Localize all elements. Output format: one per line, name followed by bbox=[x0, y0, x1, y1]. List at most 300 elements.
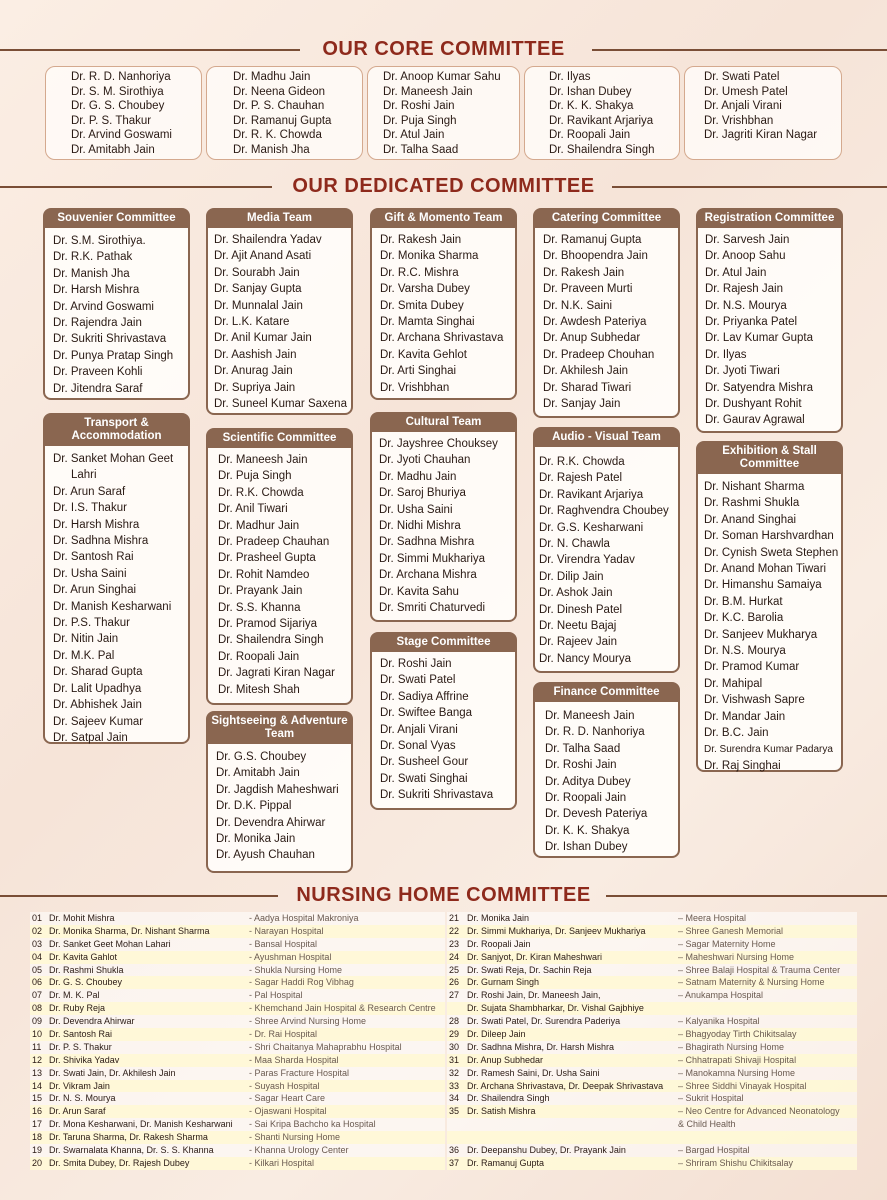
core-member: Dr. S. M. Sirothiya bbox=[71, 85, 164, 98]
member: Dr. Madhu Jain bbox=[379, 470, 457, 483]
member: Dr. Ashok Jain bbox=[539, 587, 613, 600]
member: Dr. Ramanuj Gupta bbox=[543, 234, 642, 246]
row-number: 24 bbox=[449, 951, 460, 962]
core-member: Dr. G. S. Choubey bbox=[71, 100, 165, 113]
hospital-name: – Bargad Hospital bbox=[678, 1145, 750, 1156]
row-number: 23 bbox=[449, 938, 460, 949]
card-title: Scientific Committee bbox=[207, 429, 352, 448]
doctor-names: Dr. Ramanuj Gupta bbox=[467, 1157, 545, 1168]
member: Dr. Sourabh Jain bbox=[214, 266, 300, 279]
member: Dr. Ilyas bbox=[705, 348, 747, 361]
member: Dr. Talha Saad bbox=[545, 742, 621, 755]
member: Dr. Roopali Jain bbox=[218, 650, 300, 663]
nursing-row bbox=[30, 925, 445, 938]
doctor-names: Dr. Swati Patel, Dr. Surendra Paderiya bbox=[467, 1016, 621, 1027]
member: Dr. Lalit Upadhya bbox=[53, 682, 142, 695]
member: Dr. Rajendra Jain bbox=[53, 317, 142, 330]
doctor-names: Dr. Sujata Shambharkar, Dr. Vishal Gajbhiye bbox=[467, 1003, 644, 1014]
row-number: 32 bbox=[449, 1067, 460, 1078]
dedicated-committee-title: OUR DEDICATED COMMITTEE bbox=[292, 175, 595, 197]
member: Dr. Sharad Gupta bbox=[53, 666, 143, 679]
nursing-row bbox=[30, 989, 445, 1002]
card-title: Exhibition & Stall Committee bbox=[697, 442, 842, 474]
member: Dr. Manish Kesharwani bbox=[53, 600, 172, 613]
nursing-row bbox=[30, 1028, 445, 1041]
member: Dr. Satpal Jain bbox=[53, 731, 128, 744]
nursing-row bbox=[447, 1080, 857, 1093]
core-member: Dr. Madhu Jain bbox=[233, 71, 311, 83]
nursing-committee-heading bbox=[0, 880, 887, 910]
nursing-row bbox=[447, 1002, 857, 1015]
member: Dr. Sonal Vyas bbox=[380, 740, 456, 753]
member: Dr. Maneesh Jain bbox=[218, 454, 308, 466]
hospital-name: – Anukampa Hospital bbox=[678, 990, 764, 1001]
hospital-name: - Suyash Hospital bbox=[249, 1080, 320, 1091]
member: Dr. Prayank Jain bbox=[218, 585, 303, 598]
doctor-names: Dr. N. S. Mourya bbox=[49, 1093, 116, 1104]
card-title: Finance Committee bbox=[534, 683, 679, 702]
member: Dr. Varsha Dubey bbox=[380, 283, 470, 296]
member: Dr. Surendra Kumar Padarya bbox=[704, 743, 833, 755]
hospital-name: - Ojaswani Hospital bbox=[249, 1106, 327, 1117]
member: Dr. Monika Jain bbox=[216, 833, 296, 846]
member: Dr. Mamta Singhai bbox=[380, 316, 475, 329]
member: Dr. Roshi Jain bbox=[545, 759, 617, 772]
member: Dr. Neetu Bajaj bbox=[539, 620, 617, 633]
member: Dr. Suneel Kumar Saxena bbox=[214, 398, 347, 411]
member: Dr. Smriti Chaturvedi bbox=[379, 602, 486, 615]
cultural-team-card bbox=[370, 412, 517, 622]
member: Dr. Madhur Jain bbox=[218, 519, 300, 532]
member: Dr. Satyendra Mishra bbox=[705, 381, 814, 394]
member: Dr. Rashmi Shukla bbox=[704, 497, 800, 510]
member: Dr. Jagrati Kiran Nagar bbox=[218, 667, 335, 680]
member: Dr. Virendra Yadav bbox=[539, 554, 635, 567]
row-number: 06 bbox=[32, 977, 43, 988]
member: Dr. Anoop Sahu bbox=[705, 250, 786, 263]
member: Dr. Prasheel Gupta bbox=[218, 552, 316, 565]
member: Dr. Archana Shrivastava bbox=[380, 332, 504, 345]
member: Dr. Aashish Jain bbox=[214, 348, 297, 361]
row-number: 35 bbox=[449, 1106, 460, 1117]
card-title: Catering Committee bbox=[534, 209, 679, 228]
member: Dr. Nancy Mourya bbox=[539, 652, 632, 665]
core-column-3 bbox=[367, 66, 520, 160]
nursing-row bbox=[447, 1054, 857, 1067]
doctor-names: Dr. Ramesh Saini, Dr. Usha Saini bbox=[467, 1067, 600, 1078]
member: Dr. Rakesh Jain bbox=[380, 234, 462, 246]
core-column-1 bbox=[45, 66, 202, 160]
nursing-row bbox=[30, 964, 445, 977]
member: Dr. Arun Saraf bbox=[53, 485, 126, 498]
member: Dr. Nitin Jain bbox=[53, 633, 119, 646]
member: Dr. Himanshu Samaiya bbox=[704, 579, 822, 592]
transport-accommodation-card bbox=[43, 413, 190, 744]
member: Lahri bbox=[71, 469, 97, 482]
scientific-committee-card bbox=[206, 428, 353, 705]
hospital-name: – Maheshwari Nursing Home bbox=[678, 951, 795, 962]
row-number: 33 bbox=[449, 1080, 460, 1091]
nursing-list-left bbox=[30, 912, 445, 1170]
doctor-names: Dr. G. S. Choubey bbox=[49, 977, 123, 988]
doctor-names: Dr. Shivika Yadav bbox=[49, 1054, 120, 1065]
member: Dr. Awdesh Pateriya bbox=[543, 316, 647, 329]
card-title: Souvenier Committee bbox=[44, 209, 189, 228]
core-member: Dr. Roopali Jain bbox=[549, 129, 631, 142]
row-number: 36 bbox=[449, 1145, 460, 1156]
row-number: 02 bbox=[32, 925, 43, 936]
member: Dr. Anup Subhedar bbox=[543, 332, 641, 345]
member: Dr. Swiftee Banga bbox=[380, 707, 473, 720]
member: Dr. Mahipal bbox=[704, 677, 763, 690]
core-member: Dr. P. S. Chauhan bbox=[233, 100, 325, 113]
audio-visual-card bbox=[533, 427, 680, 673]
hospital-name: - Sagar Heart Care bbox=[249, 1093, 326, 1104]
doctor-names: Dr. Shailendra Singh bbox=[467, 1093, 550, 1104]
member: Dr. Swati Singhai bbox=[380, 772, 468, 785]
member: Dr. Pramod Sijariya bbox=[218, 618, 318, 631]
nursing-row bbox=[30, 1002, 445, 1015]
member: Dr. Shailendra Yadav bbox=[214, 234, 322, 246]
member: Dr. Anjali Virani bbox=[380, 723, 458, 736]
member: Dr. Praveen Kohli bbox=[53, 366, 143, 379]
member: Dr. Shailendra Singh bbox=[218, 634, 324, 647]
hospital-name: – Shree Ganesh Memorial bbox=[678, 925, 784, 936]
row-number: 26 bbox=[449, 977, 460, 988]
member: Dr. Praveen Murti bbox=[543, 283, 633, 296]
core-member: Dr. Vrishbhan bbox=[704, 114, 774, 127]
hospital-name: - Shri Chaitanya Mahaprabhu Hospital bbox=[249, 1041, 402, 1052]
member: Dr. Roopali Jain bbox=[545, 792, 627, 805]
doctor-names: Dr. Vikram Jain bbox=[49, 1080, 110, 1091]
member: Dr. Jayshree Chouksey bbox=[379, 438, 498, 450]
hospital-name: – Bhagyoday Tirth Chikitsalay bbox=[678, 1029, 797, 1040]
member: Dr. G.S. Choubey bbox=[216, 751, 307, 763]
member: Dr. K.C. Barolia bbox=[704, 612, 784, 625]
core-committee-title: OUR CORE COMMITTEE bbox=[322, 38, 565, 60]
nursing-row bbox=[30, 1118, 445, 1131]
hospital-name: - Ayushman Hospital bbox=[249, 951, 332, 962]
doctor-names: Dr. Mona Kesharwani, Dr. Manish Kesharwani bbox=[49, 1119, 233, 1130]
nursing-row bbox=[447, 964, 857, 977]
row-number: 19 bbox=[32, 1145, 43, 1156]
hospital-name: & Child Health bbox=[678, 1119, 736, 1130]
member: Dr. Gaurav Agrawal bbox=[705, 414, 805, 427]
nursing-row bbox=[30, 1067, 445, 1080]
member: Dr. Saroj Bhuriya bbox=[379, 487, 466, 500]
member: Dr. Anil Kumar Jain bbox=[214, 332, 312, 345]
hospital-name: – Sukrit Hospital bbox=[678, 1093, 744, 1104]
row-number: 28 bbox=[449, 1016, 460, 1027]
hospital-name: - Sagar Haddi Rog Vibhag bbox=[249, 977, 354, 988]
hospital-name: - Shukla Nursing Home bbox=[249, 964, 343, 975]
member: Dr. Harsh Mishra bbox=[53, 284, 140, 297]
member: Dr. M.K. Pal bbox=[53, 649, 115, 662]
member: Dr. R. D. Nanhoriya bbox=[545, 726, 645, 739]
member: Dr. Priyanka Patel bbox=[705, 316, 798, 329]
member: Dr. Sadiya Affrine bbox=[380, 690, 469, 703]
row-number: 09 bbox=[32, 1016, 43, 1027]
row-number: 30 bbox=[449, 1041, 460, 1052]
registration-committee-card bbox=[696, 208, 843, 433]
member: Dr. Akhilesh Jain bbox=[543, 365, 629, 378]
member: Dr. Anil Tiwari bbox=[218, 503, 288, 516]
member: Dr. B.M. Hurkat bbox=[704, 595, 783, 608]
member: Dr. Anand Singhai bbox=[704, 513, 797, 526]
member: Dr. Atul Jain bbox=[705, 266, 767, 279]
core-member: Dr. Atul Jain bbox=[383, 129, 445, 142]
doctor-names: Dr. Roopali Jain bbox=[467, 938, 531, 949]
nursing-row bbox=[447, 1028, 857, 1041]
member: Dr. Nishant Sharma bbox=[704, 481, 805, 493]
doctor-names: Dr. Deepanshu Dubey, Dr. Prayank Jain bbox=[467, 1145, 626, 1156]
member: Dr. Ravikant Arjariya bbox=[539, 488, 644, 501]
card-title: Registration Committee bbox=[697, 209, 842, 228]
card-title: Audio - Visual Team bbox=[534, 428, 679, 447]
nursing-row bbox=[447, 925, 857, 938]
member: Dr. Rohit Namdeo bbox=[218, 568, 310, 581]
doctor-names: Dr. M. K. Pal bbox=[49, 990, 100, 1001]
core-member: Dr. K. K. Shakya bbox=[549, 100, 634, 113]
stage-committee-card bbox=[370, 632, 517, 810]
core-member: Dr. Roshi Jain bbox=[383, 100, 455, 113]
row-number: 13 bbox=[32, 1067, 43, 1078]
core-member: Dr. Swati Patel bbox=[704, 71, 780, 83]
doctor-names: Dr. Swati Reja, Dr. Sachin Reja bbox=[467, 964, 592, 975]
hospital-name: – Kalyanika Hospital bbox=[678, 1016, 760, 1027]
hospital-name: - Khanna Urology Center bbox=[249, 1145, 349, 1156]
nursing-row bbox=[30, 1080, 445, 1093]
member: Dr. Munnalal Jain bbox=[214, 299, 303, 312]
hospital-name: – Bhagirath Nursing Home bbox=[678, 1041, 785, 1052]
row-number: 25 bbox=[449, 964, 460, 975]
row-number: 03 bbox=[32, 938, 43, 949]
row-number: 18 bbox=[32, 1132, 43, 1143]
nursing-row bbox=[30, 1131, 445, 1144]
member: Dr. D.K. Pippal bbox=[216, 800, 292, 813]
row-number: 07 bbox=[32, 990, 43, 1001]
member: Dr. N. Chawla bbox=[539, 538, 610, 551]
row-number: 31 bbox=[449, 1054, 460, 1065]
row-number: 01 bbox=[32, 913, 43, 923]
member: Dr. Dilip Jain bbox=[539, 570, 604, 583]
member: Dr. Arti Singhai bbox=[380, 365, 457, 378]
member: Dr. Raj Singhai bbox=[704, 759, 781, 772]
row-number: 11 bbox=[32, 1041, 42, 1052]
member: Dr. Roshi Jain bbox=[380, 658, 452, 670]
doctor-names: Dr. Santosh Rai bbox=[49, 1029, 113, 1040]
row-number: 16 bbox=[32, 1106, 43, 1117]
row-number: 04 bbox=[32, 951, 43, 962]
hospital-name: - Sai Kripa Bachcho ka Hospital bbox=[249, 1119, 376, 1130]
nursing-row bbox=[447, 1092, 857, 1105]
nursing-row bbox=[30, 1157, 445, 1170]
nursing-row bbox=[30, 1105, 445, 1118]
member: Dr. N.S. Mourya bbox=[704, 645, 786, 658]
member: Dr. L.K. Katare bbox=[214, 316, 290, 329]
member: Dr. Puja Singh bbox=[218, 470, 292, 483]
card-title: Sightseeing & Adventure Team bbox=[207, 712, 352, 744]
core-member: Dr. Ramanuj Gupta bbox=[233, 114, 332, 127]
member: Dr. Maneesh Jain bbox=[545, 710, 635, 722]
row-number: 08 bbox=[32, 1003, 43, 1014]
member: Dr. Sharad Tiwari bbox=[543, 381, 632, 394]
core-member: Dr. Ishan Dubey bbox=[549, 85, 632, 98]
member: Dr. Ajit Anand Asati bbox=[214, 250, 312, 263]
hospital-name: – Shree Siddhi Vinayak Hospital bbox=[678, 1080, 807, 1091]
finance-committee-card bbox=[533, 682, 680, 858]
nursing-row bbox=[447, 976, 857, 989]
nursing-row bbox=[447, 1118, 857, 1131]
hospital-name: - Dr. Rai Hospital bbox=[249, 1029, 318, 1040]
member: Dr. Amitabh Jain bbox=[216, 767, 300, 780]
hospital-name: - Kilkari Hospital bbox=[249, 1157, 315, 1168]
member: Dr. Jyoti Tiwari bbox=[705, 365, 780, 378]
nursing-row bbox=[447, 1131, 857, 1144]
sightseeing-adventure-card bbox=[206, 711, 353, 873]
core-member: Dr. P. S. Thakur bbox=[71, 114, 152, 127]
core-member: Dr. Puja Singh bbox=[383, 114, 457, 127]
member: Dr. Pramod Kumar bbox=[704, 661, 800, 674]
member: Dr. Pradeep Chouhan bbox=[543, 348, 655, 361]
member: Dr. Susheel Gour bbox=[380, 756, 469, 769]
nursing-row bbox=[30, 938, 445, 951]
member: Dr. Usha Saini bbox=[53, 567, 127, 580]
member: Dr. S.M. Sirothiya. bbox=[53, 235, 146, 247]
row-number: 37 bbox=[449, 1157, 460, 1168]
member: Dr. Sukriti Shrivastava bbox=[53, 333, 167, 346]
hospital-name: - Aadya Hospital Makroniya bbox=[249, 913, 359, 923]
member: Dr. Sadhna Mishra bbox=[379, 536, 475, 549]
nursing-row bbox=[447, 1105, 857, 1118]
member: Dr. Mandar Jain bbox=[704, 710, 786, 723]
card-title: Transport & Accommodation bbox=[44, 414, 189, 446]
member: Dr. Bhoopendra Jain bbox=[543, 250, 648, 263]
row-number: 17 bbox=[32, 1119, 43, 1130]
nursing-row bbox=[30, 912, 445, 925]
hospital-name: - Pal Hospital bbox=[249, 990, 303, 1001]
core-member: Dr. Shailendra Singh bbox=[549, 143, 655, 156]
member: Dr. G.S. Kesharwani bbox=[539, 521, 644, 534]
core-member: Dr. R. K. Chowda bbox=[233, 129, 322, 142]
gift-momento-card bbox=[370, 208, 517, 400]
nursing-row bbox=[447, 1041, 857, 1054]
member: Dr. Dushyant Rohit bbox=[705, 398, 802, 411]
core-member: Dr. Manish Jha bbox=[233, 143, 310, 156]
doctor-names: Dr. Swati Jain, Dr. Akhilesh Jain bbox=[49, 1067, 176, 1078]
row-number: 29 bbox=[449, 1029, 460, 1040]
card-title: Gift & Momento Team bbox=[371, 209, 516, 228]
member: Dr. Nidhi Mishra bbox=[379, 520, 461, 533]
member: Dr. Swati Patel bbox=[380, 674, 456, 687]
member: Dr. Rajesh Jain bbox=[705, 283, 783, 296]
hospital-name: - Maa Sharda Hospital bbox=[249, 1054, 339, 1065]
member: Dr. P.S. Thakur bbox=[53, 617, 130, 630]
doctor-names: Dr. Roshi Jain, Dr. Maneesh Jain, bbox=[467, 990, 601, 1001]
member: Dr. Kavita Sahu bbox=[379, 585, 459, 598]
row-number: 34 bbox=[449, 1093, 460, 1104]
doctor-names: Dr. Taruna Sharma, Dr. Rakesh Sharma bbox=[49, 1132, 208, 1143]
hospital-name: - Shanti Nursing Home bbox=[249, 1132, 341, 1143]
doctor-names: Dr. Anup Subhedar bbox=[467, 1054, 544, 1065]
souvenier-committee-card bbox=[43, 208, 190, 400]
exhibition-stall-card bbox=[696, 441, 843, 772]
member: Dr. Sukriti Shrivastava bbox=[380, 789, 494, 802]
member: Dr. Sanket Mohan Geet bbox=[53, 453, 174, 465]
member: Dr. Manish Jha bbox=[53, 267, 130, 280]
catering-committee-card bbox=[533, 208, 680, 418]
core-member: Dr. Talha Saad bbox=[383, 143, 459, 156]
member: Dr. Sarvesh Jain bbox=[705, 234, 790, 246]
member: Dr. Rajesh Patel bbox=[539, 472, 623, 485]
member: Dr. B.C. Jain bbox=[704, 727, 769, 740]
member: Dr. Devesh Pateriya bbox=[545, 808, 648, 821]
core-member: Dr. Anoop Kumar Sahu bbox=[383, 71, 501, 83]
doctor-names: Dr. Sadhna Mishra, Dr. Harsh Mishra bbox=[467, 1041, 615, 1052]
member: Dr. Arvind Goswami bbox=[53, 300, 154, 313]
hospital-name: – Meera Hospital bbox=[678, 913, 747, 923]
member: Dr. Archana Mishra bbox=[379, 569, 477, 582]
core-member: Dr. Arvind Goswami bbox=[71, 129, 172, 142]
doctor-names: Dr. P. S. Thakur bbox=[49, 1041, 112, 1052]
nursing-row bbox=[447, 1157, 857, 1170]
member: Dr. Aditya Dubey bbox=[545, 775, 631, 788]
doctor-names: Dr. Arun Saraf bbox=[49, 1106, 106, 1117]
row-number: 15 bbox=[32, 1093, 43, 1104]
doctor-names: Dr. Satish Mishra bbox=[467, 1106, 536, 1117]
member: Dr. Ishan Dubey bbox=[545, 841, 628, 854]
hospital-name: - Shree Arvind Nursing Home bbox=[249, 1016, 367, 1027]
member: Dr. Arun Singhai bbox=[53, 584, 137, 597]
nursing-committee-title: NURSING HOME COMMITTEE bbox=[296, 884, 591, 906]
member: Dr. Sanjeev Mukharya bbox=[704, 628, 818, 641]
member: Dr. Lav Kumar Gupta bbox=[705, 332, 814, 345]
member: Dr. Anand Mohan Tiwari bbox=[704, 563, 827, 576]
nursing-list-right bbox=[447, 912, 857, 1170]
core-member: Dr. Amitabh Jain bbox=[71, 143, 155, 156]
row-number: 12 bbox=[32, 1054, 43, 1065]
nursing-row bbox=[30, 1041, 445, 1054]
member: Dr. K. K. Shakya bbox=[545, 824, 630, 837]
core-member: Dr. Umesh Patel bbox=[704, 85, 788, 98]
member: Dr. Sanjay Jain bbox=[543, 398, 621, 411]
member: Dr. Dinesh Patel bbox=[539, 603, 623, 616]
nursing-row bbox=[447, 1144, 857, 1157]
doctor-names: Dr. Devendra Ahirwar bbox=[49, 1016, 135, 1027]
hospital-name: – Sagar Maternity Home bbox=[678, 938, 776, 949]
nursing-row bbox=[447, 1015, 857, 1028]
card-title: Stage Committee bbox=[371, 633, 516, 652]
doctor-names: Dr. Smita Dubey, Dr. Rajesh Dubey bbox=[49, 1157, 190, 1168]
nursing-row bbox=[30, 1092, 445, 1105]
member: Dr. Cynish Sweta Stephen bbox=[704, 546, 839, 559]
member: Dr. Anurag Jain bbox=[214, 365, 293, 378]
doctor-names: Dr. Archana Shrivastava, Dr. Deepak Shrivastava bbox=[467, 1080, 664, 1091]
core-member: Dr. Ravikant Arjariya bbox=[549, 114, 654, 127]
member: Dr. Rakesh Jain bbox=[543, 266, 625, 279]
row-number: 21 bbox=[449, 913, 460, 923]
core-column-5 bbox=[684, 66, 842, 160]
member: Dr. Sadhna Mishra bbox=[53, 535, 149, 548]
member: Dr. N.K. Saini bbox=[543, 299, 613, 312]
hospital-name: – Manokamna Nursing Home bbox=[678, 1067, 796, 1078]
member: Dr. Rajeev Jain bbox=[539, 636, 617, 649]
card-title: Media Team bbox=[207, 209, 352, 228]
member: Dr. Abhishek Jain bbox=[53, 699, 142, 712]
core-member: Dr. Neena Gideon bbox=[233, 85, 326, 98]
hospital-name: – Shree Balaji Hospital & Trauma Center bbox=[678, 964, 841, 975]
member: Dr. Harsh Mishra bbox=[53, 518, 140, 531]
